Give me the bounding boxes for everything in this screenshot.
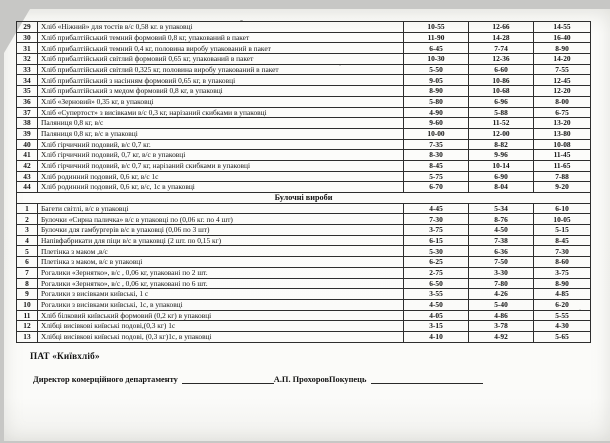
price-cell: 10-68 [469,86,534,97]
price-cell: 7-55 [534,64,591,75]
price-cell: 6-36 [469,246,534,257]
item-name-cell: Рогалики з висівками київські, 1с, в упаковці [38,299,404,310]
item-name-cell: Рогалики «Зернятко», в/с , 0,06 кг, упаковані по 6 шт. [38,278,404,289]
price-cell: 11-52 [469,118,534,129]
row-number-cell: 43 [17,171,38,182]
item-name-cell: Рогалики з висівками київські, 1 с [38,289,404,300]
price-cell: 5-80 [404,96,469,107]
price-cell: 5-88 [469,107,534,118]
price-cell: 6-10 [534,203,591,214]
signature-line [371,374,483,384]
item-name-cell: Булочки для гамбургерів в/с в упаковці (0,06 по 3 шт) [38,225,404,236]
price-cell: 11-65 [534,160,591,171]
item-name-cell: Хліб гірчичний подовий, в/с 0,7 кг. [38,139,404,150]
price-cell: 4-85 [534,289,591,300]
buyer-label: Покупець [329,375,367,384]
row-number-cell: 5 [17,246,38,257]
price-cell: 5-75 [404,171,469,182]
price-cell: 7-30 [534,246,591,257]
price-cell: 4-30 [534,321,591,332]
item-name-cell: Плетінка з маком ,в/с [38,246,404,257]
item-name-cell: Хліб родинний подовий, 0,6 кг, в/с, 1с в упаковці [38,182,404,193]
price-cell: 8-76 [469,214,534,225]
price-cell: 7-88 [534,171,591,182]
price-cell: 8-30 [404,150,469,161]
item-name-cell: Напівфабрикати для піци в/с в упаковці (2 шт. по 0,15 кг) [38,235,404,246]
row-number-cell: 13 [17,331,38,342]
price-cell: 9-96 [469,150,534,161]
price-cell: 3-55 [404,289,469,300]
price-cell: 4-50 [469,225,534,236]
price-cell: 12-20 [534,86,591,97]
price-cell: 4-92 [469,331,534,342]
price-cell: 8-90 [404,86,469,97]
item-name-cell: Булочки «Сирна паличка» в/с в упаковці по (0,06 кг. по 4 шт) [38,214,404,225]
price-cell: 8-90 [534,278,591,289]
price-cell: 14-55 [534,22,591,33]
row-number-cell: 31 [17,43,38,54]
table-row [17,118,591,129]
item-name-cell: Хліб білковий київський формовий (0,2 кг) в упаковці [38,310,404,321]
price-cell: 7-74 [469,43,534,54]
item-name-cell: Хліб родинний подовий, 0,6 кг, в/с 1с [38,171,404,182]
price-cell: 4-10 [404,331,469,342]
price-cell: 7-80 [469,278,534,289]
row-number-cell: 12 [17,321,38,332]
row-number-cell: 40 [17,139,38,150]
price-cell: 8-04 [469,182,534,193]
price-cell: 10-30 [404,54,469,65]
price-cell: 4-45 [404,203,469,214]
row-number-cell: 44 [17,182,38,193]
price-cell: 4-86 [469,310,534,321]
item-name-cell: Хліб прибалтійський темний формовий 0,8 кг, упакований в пакет [38,32,404,43]
price-cell: 6-15 [404,235,469,246]
price-cell: 3-15 [404,321,469,332]
price-cell: 8-45 [534,235,591,246]
item-name-cell: Хліб гірчичний подовий, 0,7 кг, в/с в упаковці [38,150,404,161]
price-cell: 6-75 [534,107,591,118]
table-row [17,150,591,161]
row-number-cell: 41 [17,150,38,161]
table-row [17,278,591,289]
item-name-cell: Хліб прибалтійський з насінням формовий 0,65 кг, в упаковці [38,75,404,86]
price-cell: 8-90 [534,43,591,54]
price-cell: 10-00 [404,128,469,139]
table-row [17,257,591,268]
row-number-cell: 7 [17,267,38,278]
item-name-cell: Хліб прибалтійський темний 0,4 кг, половина виробу упакований в пакет [38,43,404,54]
price-cell: 14-28 [469,32,534,43]
table-row [17,43,591,54]
price-cell: 7-30 [404,214,469,225]
row-number-cell: 6 [17,257,38,268]
table-row [17,32,591,43]
table-row [17,310,591,321]
table-row [17,267,591,278]
table-row [17,75,591,86]
table-row [17,86,591,97]
price-cell: 3-30 [469,267,534,278]
table-row [17,246,591,257]
table-row [17,299,591,310]
price-cell: 9-20 [534,182,591,193]
price-cell: 11-45 [534,150,591,161]
row-number-cell: 11 [17,310,38,321]
price-cell: 5-40 [469,299,534,310]
item-name-cell: Хлібці висівкові київські подові,(0,3 кг) 1с [38,321,404,332]
signature-line [182,374,274,384]
row-number-cell: 42 [17,160,38,171]
item-name-cell: Хлібці висівкові київські подові, (0,3 кг)1с, в упаковці [38,331,404,342]
item-name-cell: Хліб «Супертост» з висівками в/с 0,3 кг, нарізаний скибками в упаковці [38,107,404,118]
director-name: А.П. Прохоров [273,375,329,384]
price-cell: 3-75 [534,267,591,278]
table-row [17,182,591,193]
item-name-cell: Хліб прибалтійський світлий 0,325 кг, половина виробу упакований в пакет [38,64,404,75]
price-cell: 10-86 [469,75,534,86]
company-name: ПАТ «Київхліб» [30,351,100,361]
item-name-cell: Хліб «Ніжний» для тостів в/с 0,58 кг. в упаковці [38,22,404,33]
item-name-cell: Хліб прибалтійський з медом формовий 0,8 кг, в упаковці [38,86,404,97]
price-cell: 8-45 [404,160,469,171]
item-name-cell: Плетінка з маком, в/с в упаковці [38,257,404,268]
row-number-cell: 33 [17,64,38,75]
table-row [17,171,591,182]
price-cell: 8-60 [534,257,591,268]
director-title: Директор комерційного департаменту [33,375,178,384]
table-row [17,235,591,246]
table-row [17,96,591,107]
price-cell: 4-26 [469,289,534,300]
row-number-cell: 29 [17,22,38,33]
price-cell: 5-50 [404,64,469,75]
price-cell: 7-35 [404,139,469,150]
item-name-cell: Паляниця 0,8 кг, в/с [38,118,404,129]
table-row [17,331,591,342]
price-cell: 5-65 [534,331,591,342]
item-name-cell: Багети світлі, в/с в упаковці [38,203,404,214]
item-name-cell: Рогалики «Зернятко», в/с , 0,06 кг, упаковані по 2 шт. [38,267,404,278]
price-cell: 4-50 [404,299,469,310]
price-cell: 5-15 [534,225,591,236]
price-cell: 6-20 [534,299,591,310]
row-number-cell: 3 [17,225,38,236]
row-number-cell: 4 [17,235,38,246]
section-header-row [17,193,591,204]
price-cell: 6-50 [404,278,469,289]
row-number-cell: 9 [17,289,38,300]
price-cell: 14-20 [534,54,591,65]
price-cell: 10-08 [534,139,591,150]
row-number-cell: 37 [17,107,38,118]
table-row [17,128,591,139]
table-row [17,160,591,171]
price-cell: 6-60 [469,64,534,75]
price-table-body [17,22,591,343]
row-number-cell: 1 [17,203,38,214]
price-cell: 4-90 [404,107,469,118]
item-name-cell: Хліб «Зерновий» 0,35 кг, в упаковці [38,96,404,107]
signature-row [33,374,593,384]
price-cell: 10-14 [469,160,534,171]
price-cell: 3-75 [404,225,469,236]
price-cell: 7-38 [469,235,534,246]
price-cell: 16-40 [534,32,591,43]
price-table-wrap [16,21,591,343]
row-number-cell: 32 [17,54,38,65]
table-row [17,107,591,118]
price-cell: 12-66 [469,22,534,33]
price-cell: 12-45 [534,75,591,86]
price-cell: 2-75 [404,267,469,278]
table-row [17,22,591,33]
row-number-cell: 38 [17,118,38,129]
row-number-cell: 2 [17,214,38,225]
item-name-cell: Хліб прибалтійський світлий формовий 0,65 кг, упакований в пакет [38,54,404,65]
price-cell: 8-00 [534,96,591,107]
price-cell: 10-55 [404,22,469,33]
price-cell: 11-90 [404,32,469,43]
row-number-cell: 35 [17,86,38,97]
row-number-cell: 39 [17,128,38,139]
item-name-cell: Хліб гірчичний подовий, в/с 0,7 кг, нарізаний скибками в упаковці [38,160,404,171]
price-cell: 6-96 [469,96,534,107]
row-number-cell: 30 [17,32,38,43]
table-row [17,64,591,75]
price-cell: 6-90 [469,171,534,182]
table-row [17,54,591,65]
price-table [16,21,591,343]
price-cell: 5-34 [469,203,534,214]
price-cell: 9-60 [404,118,469,129]
price-cell: 12-36 [469,54,534,65]
section-header-label: Булочні вироби [17,193,591,204]
price-cell: 4-05 [404,310,469,321]
price-cell: 6-45 [404,43,469,54]
price-cell: 9-05 [404,75,469,86]
row-number-cell: 36 [17,96,38,107]
price-cell: 5-55 [534,310,591,321]
table-row [17,321,591,332]
row-number-cell: 10 [17,299,38,310]
price-cell: 10-05 [534,214,591,225]
table-row [17,214,591,225]
price-cell: 3-78 [469,321,534,332]
price-cell: 8-82 [469,139,534,150]
price-cell: 7-50 [469,257,534,268]
price-cell: 6-70 [404,182,469,193]
price-cell: 12-00 [469,128,534,139]
price-cell: 13-20 [534,118,591,129]
table-row [17,225,591,236]
row-number-cell: 8 [17,278,38,289]
price-cell: 6-25 [404,257,469,268]
row-number-cell: 34 [17,75,38,86]
table-row [17,139,591,150]
price-cell: 5-30 [404,246,469,257]
table-row [17,203,591,214]
table-row [17,289,591,300]
item-name-cell: Паляниця 0,8 кг, в/с в упаковці [38,128,404,139]
price-cell: 13-80 [534,128,591,139]
